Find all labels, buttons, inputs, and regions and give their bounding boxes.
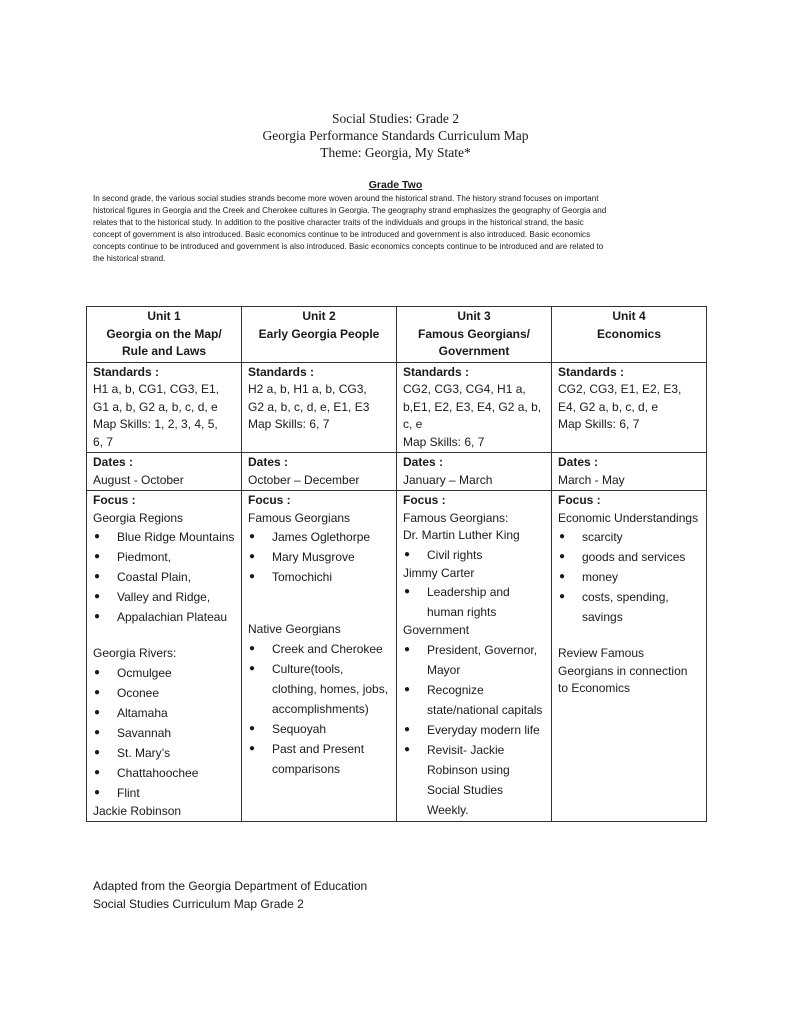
unit-title: Economics <box>596 326 662 341</box>
list-item: ● Leadership and human rights <box>403 582 545 622</box>
standards-text: E4, G2 a, b, c, d, e <box>558 399 659 414</box>
standards-label: Standards : <box>93 364 160 379</box>
standards-text: 6, 7 <box>93 434 114 449</box>
list-item: ● Coastal Plain, <box>93 567 235 587</box>
unit-number: Unit 2 <box>302 309 336 323</box>
list-item: ● goods and services <box>558 547 700 567</box>
footer-line-1: Adapted from the Georgia Department of Education <box>93 879 368 893</box>
unit-number: Unit 3 <box>457 309 491 323</box>
list-item: ● Tomochichi <box>248 567 390 587</box>
dates-text: March - May <box>558 472 625 487</box>
spacer <box>558 627 700 645</box>
unit-4-header <box>552 307 707 363</box>
document-title <box>0 110 791 161</box>
focus-heading: Economic Understandings <box>558 510 699 525</box>
unit-3-focus <box>397 491 552 822</box>
focus-note: Jackie Robinson <box>93 803 182 818</box>
title-line-3: Theme: Georgia, My State* <box>320 145 471 160</box>
standards-text: Map Skills: 6, 7 <box>558 417 640 431</box>
footer-line-2: Social Studies Curriculum Map Grade 2 <box>93 896 304 911</box>
standards-row <box>87 362 707 453</box>
focus-heading: Georgia Regions <box>93 510 184 525</box>
unit-3-dates <box>397 453 552 491</box>
list-item: ● money <box>558 567 700 587</box>
dates-text: October – December <box>248 472 360 487</box>
standards-text: b,E1, E2, E3, E4, G2 a, b, <box>403 399 542 414</box>
unit-2-dates <box>242 453 397 491</box>
intro-line: concepts continue to be introduced and government is also introduced. Basic economics concepts continue to be introduced and are related to <box>93 241 604 251</box>
focus-list <box>403 640 545 820</box>
focus-note: Review Famous Georgians in connection to Economics <box>558 646 688 695</box>
list-item: ● Mary Musgrove <box>248 547 390 567</box>
standards-text: G2 a, b, c, d, e, E1, E3 <box>248 399 370 414</box>
unit-title: Georgia on the Map/ <box>106 326 222 341</box>
list-item: ● St. Mary’s <box>93 743 235 763</box>
dates-row <box>87 453 707 491</box>
standards-text: Map Skills: 6, 7 <box>248 417 330 431</box>
list-item: ● James Oglethorpe <box>248 527 390 547</box>
unit-1-header <box>87 307 242 363</box>
focus-label: Focus : <box>93 493 136 507</box>
list-item: ● Culture(tools, clothing, homes, jobs, accomplishments) <box>248 659 390 719</box>
dates-label: Dates : <box>248 455 289 469</box>
unit-4-dates <box>552 453 707 491</box>
focus-list <box>248 639 390 779</box>
unit-title: Early Georgia People <box>258 326 380 341</box>
standards-text: Map Skills: 6, 7 <box>403 434 485 449</box>
list-item: ● Piedmont, <box>93 547 235 567</box>
focus-label: Focus : <box>403 493 446 507</box>
focus-label: Focus : <box>248 493 291 507</box>
focus-list <box>93 663 235 803</box>
unit-3-standards <box>397 362 552 453</box>
intro-line: relates that to the historical study. In addition to the positive character traits of the individuals and groups in the historical strand, the basic <box>93 217 584 227</box>
focus-list <box>93 527 235 627</box>
list-item: ● costs, spending, savings <box>558 587 700 627</box>
focus-label: Focus : <box>558 493 601 507</box>
list-item: ● Blue Ridge Mountains <box>93 527 235 547</box>
dates-text: August - October <box>93 472 184 487</box>
unit-2-focus <box>242 491 397 822</box>
focus-row <box>87 491 707 822</box>
unit-number: Unit 4 <box>612 309 646 323</box>
focus-heading: Jimmy Carter <box>403 565 475 580</box>
list-item: ● Valley and Ridge, <box>93 587 235 607</box>
standards-label: Standards : <box>403 364 470 379</box>
list-item: ● Chattahoochee <box>93 763 235 783</box>
focus-heading: Famous Georgians: <box>403 510 509 525</box>
spacer <box>248 587 390 605</box>
intro-paragraph <box>93 193 703 264</box>
intro-line: In second grade, the various social studies strands become more woven around the historical strand. The history strand focuses on important <box>93 194 599 203</box>
unit-3-header <box>397 307 552 363</box>
unit-header-row <box>87 307 707 363</box>
standards-text: H1 a, b, CG1, CG3, E1, <box>93 382 220 396</box>
intro-line: historical figures in Georgia and the Creek and Cherokee cultures in Georgia. The geography strand emphasizes the geography of Georgia and <box>93 205 607 215</box>
spacer <box>248 605 390 621</box>
unit-title: Rule and Laws <box>121 344 207 358</box>
standards-text: CG2, CG3, CG4, H1 a, <box>403 382 526 396</box>
unit-title: Famous Georgians/ <box>417 326 531 341</box>
list-item: ● Revisit- Jackie Robinson using Social Studies Weekly. <box>403 740 545 820</box>
title-line-2: Georgia Performance Standards Curriculum Map <box>262 128 529 143</box>
curriculum-map-table <box>86 306 707 822</box>
title-line-1: Social Studies: Grade 2 <box>331 111 460 126</box>
standards-text: c, e <box>403 417 423 431</box>
standards-text: Map Skills: 1, 2, 3, 4, 5, <box>93 417 218 431</box>
focus-list <box>403 582 545 622</box>
list-item: ● Flint <box>93 783 235 803</box>
list-item: ● Everyday modern life <box>403 720 545 740</box>
list-item: ● Savannah <box>93 723 235 743</box>
standards-label: Standards : <box>248 364 315 379</box>
dates-label: Dates : <box>403 455 444 469</box>
unit-2-header <box>242 307 397 363</box>
dates-label: Dates : <box>93 455 134 469</box>
intro-line: concept of government is also introduced. Basic economics continue to be introduced and government is also introduced. Basic economics <box>93 229 591 239</box>
list-item: ● scarcity <box>558 527 700 547</box>
focus-heading: Native Georgians <box>248 622 341 636</box>
focus-heading: Dr. Martin Luther King <box>403 528 520 542</box>
list-item: ● Ocmulgee <box>93 663 235 683</box>
standards-label: Standards : <box>558 364 625 379</box>
unit-4-focus <box>552 491 707 822</box>
unit-2-standards <box>242 362 397 453</box>
focus-heading: Famous Georgians <box>248 510 351 525</box>
list-item: ● Civil rights <box>403 545 545 565</box>
focus-list <box>558 527 700 627</box>
list-item: ● Sequoyah <box>248 719 390 739</box>
list-item: ● Altamaha <box>93 703 235 723</box>
unit-number: Unit 1 <box>147 309 181 323</box>
unit-1-focus <box>87 491 242 822</box>
list-item: ● Recognize state/national capitals <box>403 680 545 720</box>
list-item: ● Past and Present comparisons <box>248 739 390 779</box>
unit-1-dates <box>87 453 242 491</box>
grade-subheading: Grade Two <box>368 179 423 191</box>
source-footer <box>93 878 367 913</box>
standards-text: H2 a, b, H1 a, b, CG3, <box>248 382 367 396</box>
list-item: ● Appalachian Plateau <box>93 607 235 627</box>
intro-line: the historical strand. <box>93 253 166 263</box>
dates-label: Dates : <box>558 455 599 469</box>
focus-list <box>403 545 545 565</box>
focus-heading: Government <box>403 623 470 637</box>
list-item: ● Creek and Cherokee <box>248 639 390 659</box>
standards-text: CG2, CG3, E1, E2, E3, <box>558 382 682 396</box>
unit-1-standards <box>87 362 242 453</box>
standards-text: G1 a, b, G2 a, b, c, d, e <box>93 399 218 414</box>
unit-4-standards <box>552 362 707 453</box>
focus-list <box>248 527 390 587</box>
list-item: ● President, Governor, Mayor <box>403 640 545 680</box>
dates-text: January – March <box>403 472 493 487</box>
unit-title: Government <box>438 344 510 358</box>
focus-heading: Georgia Rivers: <box>93 646 177 660</box>
list-item: ● Oconee <box>93 683 235 703</box>
spacer <box>93 627 235 645</box>
